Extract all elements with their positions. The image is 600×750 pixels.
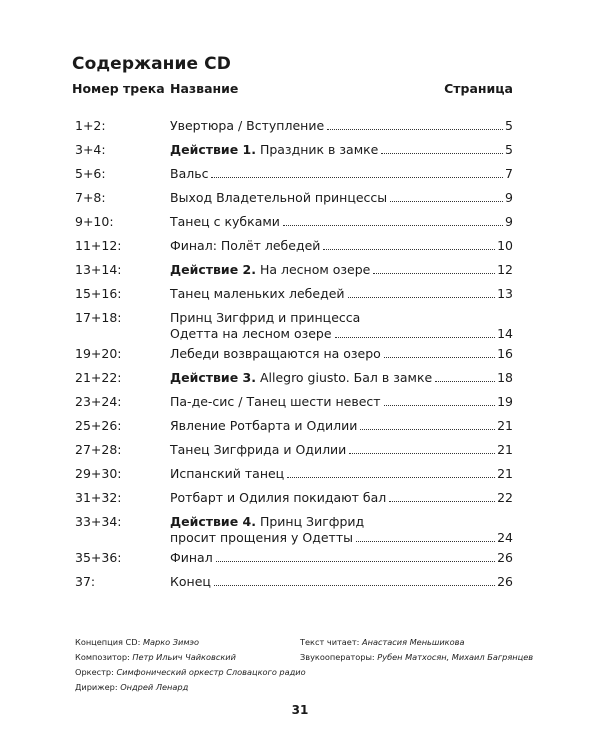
dot-leader xyxy=(211,177,503,178)
entry-title xyxy=(170,310,513,342)
entry-text: Па-де-сис / Танец шести невест xyxy=(170,394,381,409)
dot-leader xyxy=(287,477,495,478)
credit-value: Ондрей Ленард xyxy=(120,682,189,692)
dot-leader xyxy=(381,153,503,154)
track-number: 13+14: xyxy=(75,262,122,277)
entry-text: Одетта на лесном озере xyxy=(170,326,332,341)
track-number: 11+12: xyxy=(75,238,122,253)
credits-right xyxy=(300,635,533,665)
dot-leader xyxy=(384,357,495,358)
credit-line xyxy=(75,650,306,665)
entry-text: Принц Зигфрид xyxy=(255,514,365,529)
entry-text: Принц Зигфрид и принцесса xyxy=(170,310,361,325)
act-label: Действие 3. xyxy=(170,370,256,385)
entry-title xyxy=(170,466,513,482)
page-ref: 5 xyxy=(505,142,513,157)
header-page: Страница xyxy=(444,81,513,96)
entry-title xyxy=(170,346,513,362)
credit-label: Оркестр: xyxy=(75,667,117,677)
entry-title xyxy=(170,142,513,158)
track-number: 9+10: xyxy=(75,214,114,229)
entry-text: Праздник в замке xyxy=(255,142,379,157)
page-ref: 19 xyxy=(497,394,513,409)
page-ref: 21 xyxy=(497,466,513,481)
track-number: 21+22: xyxy=(75,370,122,385)
page-ref: 26 xyxy=(497,550,513,565)
dot-leader xyxy=(356,541,495,542)
credit-line xyxy=(300,650,533,665)
entry-title xyxy=(170,574,513,590)
entry-text: Финал: Полёт лебедей xyxy=(170,238,321,253)
entry-title xyxy=(170,262,513,278)
entry-text: Танец с кубками xyxy=(170,214,280,229)
page-ref: 22 xyxy=(497,490,513,505)
credit-line xyxy=(75,635,306,650)
credit-value: Симфонический оркестр Словацкого радио xyxy=(116,667,306,677)
entry-title xyxy=(170,394,513,410)
track-number: 35+36: xyxy=(75,550,122,565)
credit-value: Анастасия Меньшикова xyxy=(361,637,465,647)
track-number: 3+4: xyxy=(75,142,106,157)
dot-leader xyxy=(283,225,503,226)
page-ref: 21 xyxy=(497,442,513,457)
entry-text: Ротбарт и Одилия покидают бал xyxy=(170,490,387,505)
track-number: 1+2: xyxy=(75,118,106,133)
entry-title xyxy=(170,514,513,546)
page-ref: 16 xyxy=(497,346,513,361)
track-number: 37: xyxy=(75,574,96,589)
track-number: 25+26: xyxy=(75,418,122,433)
entry-text: Финал xyxy=(170,550,213,565)
track-number: 23+24: xyxy=(75,394,122,409)
track-number: 17+18: xyxy=(75,310,122,325)
entry-title xyxy=(170,442,513,458)
page-number: 31 xyxy=(291,703,309,717)
entry-text: Лебеди возвращаются на озеро xyxy=(170,346,381,361)
dot-leader xyxy=(390,201,503,202)
credit-label: Композитор: xyxy=(75,652,133,662)
header-track-number: Номер трека xyxy=(72,81,165,96)
entry-title xyxy=(170,550,513,566)
page-ref: 9 xyxy=(505,214,513,229)
page-ref: 26 xyxy=(497,574,513,589)
dot-leader xyxy=(327,129,503,130)
dot-leader xyxy=(349,453,495,454)
entry-title xyxy=(170,214,513,230)
credit-label: Текст читает: xyxy=(300,637,362,647)
credit-label: Дирижер: xyxy=(75,682,121,692)
credit-label: Концепция CD: xyxy=(75,637,143,647)
entry-title xyxy=(170,190,513,206)
dot-leader xyxy=(335,337,496,338)
page-ref: 7 xyxy=(505,166,513,181)
page-ref: 18 xyxy=(497,370,513,385)
credit-value: Петр Ильич Чайковский xyxy=(132,652,236,662)
entry-text: На лесном озере xyxy=(255,262,371,277)
page-ref: 12 xyxy=(497,262,513,277)
credit-line xyxy=(75,680,306,695)
act-label: Действие 1. xyxy=(170,142,256,157)
entry-text: Явление Ротбарта и Одилии xyxy=(170,418,358,433)
credit-line xyxy=(300,635,533,650)
entry-title xyxy=(170,238,513,254)
page-ref: 13 xyxy=(497,286,513,301)
entry-title xyxy=(170,166,513,182)
dot-leader xyxy=(384,405,496,406)
page-ref: 5 xyxy=(505,118,513,133)
entry-text: Танец Зигфрида и Одилии xyxy=(170,442,347,457)
entry-text: Вальс xyxy=(170,166,209,181)
entry-text: просит прощения у Одетты xyxy=(170,530,353,545)
act-label: Действие 2. xyxy=(170,262,256,277)
entry-title xyxy=(170,286,513,302)
entry-title xyxy=(170,370,513,386)
entry-title xyxy=(170,118,513,134)
credits-left xyxy=(75,635,306,695)
dot-leader xyxy=(360,429,495,430)
entry-title xyxy=(170,418,513,434)
dot-leader xyxy=(348,297,496,298)
entry-text: Конец xyxy=(170,574,211,589)
track-number: 27+28: xyxy=(75,442,122,457)
page-ref: 21 xyxy=(497,418,513,433)
entry-title xyxy=(170,490,513,506)
track-number: 31+32: xyxy=(75,490,122,505)
dot-leader xyxy=(323,249,495,250)
page-ref: 14 xyxy=(497,326,513,341)
entry-text: Танец маленьких лебедей xyxy=(170,286,345,301)
dot-leader xyxy=(435,381,495,382)
entry-text: Allegro giusto. Бал в замке xyxy=(255,370,433,385)
track-number: 15+16: xyxy=(75,286,122,301)
track-number: 7+8: xyxy=(75,190,106,205)
header-title: Название xyxy=(170,81,239,96)
credit-line xyxy=(75,665,306,680)
dot-leader xyxy=(389,501,495,502)
entry-text: Увертюра / Вступление xyxy=(170,118,325,133)
credit-value: Марко Зимэо xyxy=(142,637,200,647)
page-ref: 9 xyxy=(505,190,513,205)
credit-label: Звукооператоры: xyxy=(300,652,378,662)
track-number: 33+34: xyxy=(75,514,122,529)
entry-text: Испанский танец xyxy=(170,466,285,481)
track-number: 19+20: xyxy=(75,346,122,361)
dot-leader xyxy=(373,273,495,274)
page-ref: 10 xyxy=(497,238,513,253)
dot-leader xyxy=(214,585,495,586)
track-number: 29+30: xyxy=(75,466,122,481)
dot-leader xyxy=(216,561,495,562)
toc-title: Содержание CD xyxy=(72,54,231,74)
track-number: 5+6: xyxy=(75,166,106,181)
page-ref: 24 xyxy=(497,530,513,545)
entry-text: Выход Владетельной принцессы xyxy=(170,190,388,205)
credit-value: Рубен Матхосян, Михаил Багрянцев xyxy=(377,652,534,662)
act-label: Действие 4. xyxy=(170,514,256,529)
